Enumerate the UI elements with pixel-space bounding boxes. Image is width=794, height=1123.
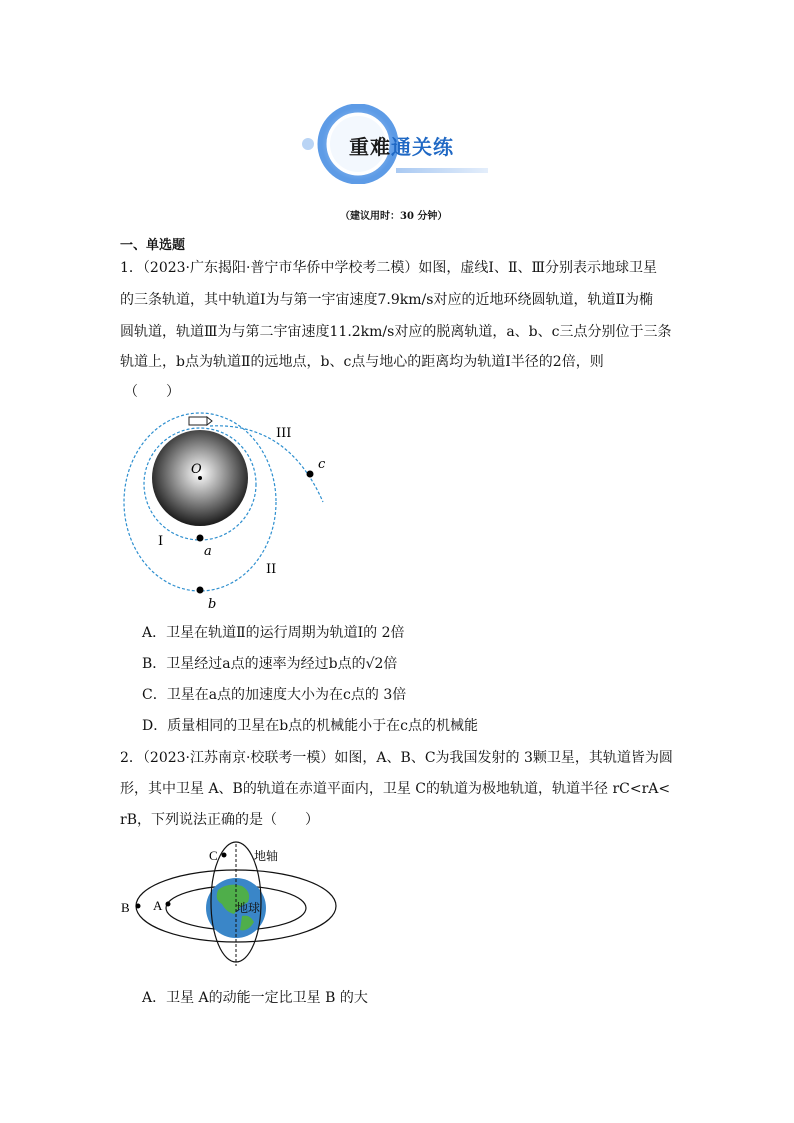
label-satellite-c: C [209, 848, 218, 863]
small-dot-icon [302, 138, 314, 150]
label-o: O [191, 462, 202, 477]
answer-parentheses: （ ） [124, 384, 180, 400]
point-a [197, 535, 204, 542]
question-1-line-4: 轨道上，b点为轨道Ⅱ的远地点，b、c点与地心的距离均为轨道Ⅰ半径的2倍，则 [120, 354, 604, 370]
option-a[interactable]: A．卫星在轨道Ⅱ的运行周期为轨道Ⅰ的 2倍 [142, 625, 405, 641]
point-c [307, 471, 314, 478]
label-b: b [208, 597, 217, 612]
title-part-1: 重难 [349, 135, 391, 159]
q2-option-a[interactable]: A．卫星 A的动能一定比卫星 B 的大 [142, 990, 368, 1006]
option-d[interactable]: D．质量相同的卫星在b点的机械能小于在c点的机械能 [142, 718, 479, 734]
question-1-line-3: 圆轨道，轨道Ⅲ为与第二宇宙速度11.2km/s对应的脱离轨道，a、b、c三点分别位于三条 [120, 324, 672, 340]
label-satellite-a: A [153, 898, 163, 913]
time-hint: （建议用时：30 分钟） [340, 211, 448, 222]
point-b [197, 587, 204, 594]
label-a: a [204, 544, 212, 559]
label-earth-axis: 地轴 [254, 849, 279, 863]
question-2-line-3: rB，下列说法正确的是（ ） [120, 812, 319, 828]
option-b[interactable]: B．卫星经过a点的速率为经过b点的√2倍 [142, 656, 398, 672]
question-2-line-1: 2．（2023·江苏南京·校联考一模）如图，A、B、C为我国发射的 3颗卫星，其轨道皆为圆 [120, 750, 673, 766]
orbit-figure [118, 412, 348, 616]
satellite-orbits-figure [118, 840, 348, 974]
page-title [349, 131, 454, 160]
satellite-b [136, 904, 141, 909]
option-c[interactable]: C．卫星在a点的加速度大小为在c点的 3倍 [142, 687, 407, 703]
satellite-a [166, 902, 171, 907]
question-1-line-1: 1．（2023·广东揭阳·普宁市华侨中学校考二模）如图，虚线Ⅰ、Ⅱ、Ⅲ分别表示地球卫星 [120, 260, 657, 276]
satellite-icon [189, 417, 212, 425]
label-orbit-ii: II [266, 562, 277, 577]
label-satellite-b: B [121, 900, 130, 915]
question-2-line-2: 形，其中卫星 A、B的轨道在赤道平面内，卫星 C的轨道为极地轨道，轨道半径 rC<rA< [120, 781, 671, 797]
satellite-c [222, 853, 227, 858]
label-orbit-iii: III [276, 426, 292, 441]
section-title: 一、单选题 [120, 238, 186, 253]
label-c: c [318, 457, 326, 472]
title-part-2: 通关练 [391, 135, 454, 159]
label-earth: 地球 [236, 901, 261, 915]
label-orbit-i: I [158, 534, 164, 549]
question-1-line-2: 的三条轨道，其中轨道Ⅰ为与第一宇宙速度7.9km/s对应的近地环绕圆轨道，轨道Ⅱ为椭 [120, 292, 653, 308]
